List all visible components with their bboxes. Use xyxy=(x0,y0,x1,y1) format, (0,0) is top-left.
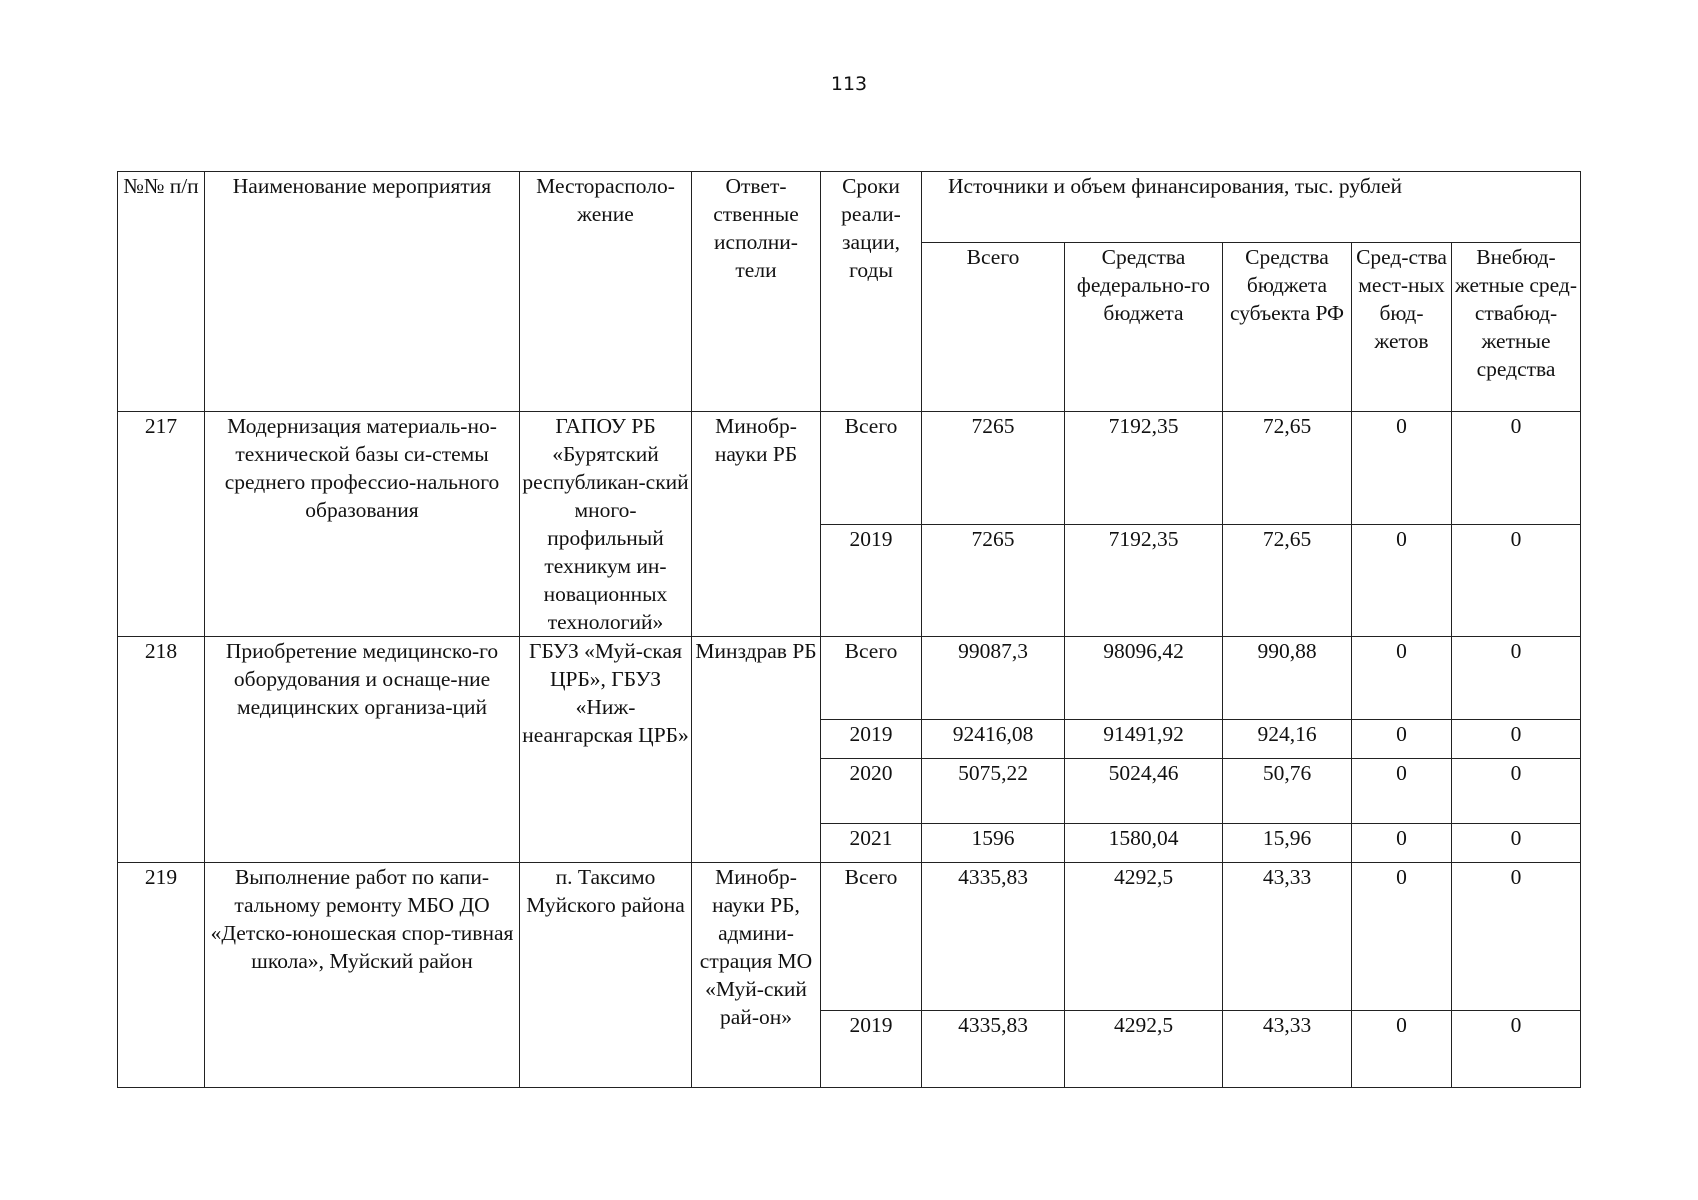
row-federal: 7192,35 xyxy=(1065,412,1223,525)
row-period: Всего xyxy=(821,863,922,1011)
row-total: 4335,83 xyxy=(922,863,1065,1011)
table-header-row xyxy=(118,172,1581,243)
header-federal: Средства федерально-го бюджета xyxy=(1065,243,1223,412)
row-period: Всего xyxy=(821,637,922,720)
row-federal: 91491,92 xyxy=(1065,720,1223,759)
row-local: 0 xyxy=(1352,863,1452,1011)
row-responsible: Минобр-науки РБ xyxy=(692,412,821,637)
row-name: Приобретение медицинско-го оборудования и оснаще-ние медицинских организа-ций xyxy=(205,637,520,863)
row-location: ГБУЗ «Муй-ская ЦРБ», ГБУЗ «Ниж-неангарская ЦРБ» xyxy=(520,637,692,863)
header-financing: Источники и объем финансирования, тыс. рублей xyxy=(922,172,1581,243)
row-extra: 0 xyxy=(1452,759,1581,824)
row-federal: 1580,04 xyxy=(1065,824,1223,863)
row-extra: 0 xyxy=(1452,1011,1581,1088)
row-total: 92416,08 xyxy=(922,720,1065,759)
row-total: 4335,83 xyxy=(922,1011,1065,1088)
row-federal: 7192,35 xyxy=(1065,525,1223,637)
header-period: Сроки реали-зации, годы xyxy=(821,172,922,412)
row-responsible: Минздрав РБ xyxy=(692,637,821,863)
row-location: п. Таксимо Муйского района xyxy=(520,863,692,1088)
row-local: 0 xyxy=(1352,412,1452,525)
row-local: 0 xyxy=(1352,637,1452,720)
header-location: Месторасполо-жение xyxy=(520,172,692,412)
row-subject: 15,96 xyxy=(1223,824,1352,863)
row-federal: 98096,42 xyxy=(1065,637,1223,720)
row-num: 219 xyxy=(118,863,205,1088)
row-period: 2019 xyxy=(821,525,922,637)
row-name: Выполнение работ по капи-тальному ремонту МБО ДО «Детско-юношеская спор-тивная школа», Муйский район xyxy=(205,863,520,1088)
row-extra: 0 xyxy=(1452,824,1581,863)
row-local: 0 xyxy=(1352,1011,1452,1088)
row-local: 0 xyxy=(1352,720,1452,759)
table-row xyxy=(118,637,1581,720)
row-local: 0 xyxy=(1352,824,1452,863)
row-period: 2020 xyxy=(821,759,922,824)
row-total: 1596 xyxy=(922,824,1065,863)
row-period: 2021 xyxy=(821,824,922,863)
header-extra: Внебюд-жетные сред-ствабюд-жетные средства xyxy=(1452,243,1581,412)
row-total: 99087,3 xyxy=(922,637,1065,720)
row-name: Модернизация материаль-но-технической базы си-стемы среднего профессио-нального образования xyxy=(205,412,520,637)
header-local: Сред-ства мест-ных бюд-жетов xyxy=(1352,243,1452,412)
row-subject: 43,33 xyxy=(1223,863,1352,1011)
row-total: 7265 xyxy=(922,525,1065,637)
row-subject: 72,65 xyxy=(1223,525,1352,637)
row-extra: 0 xyxy=(1452,863,1581,1011)
row-federal: 5024,46 xyxy=(1065,759,1223,824)
page-number: 113 xyxy=(830,73,868,95)
financing-table xyxy=(117,171,1581,1088)
row-num: 217 xyxy=(118,412,205,637)
row-subject: 50,76 xyxy=(1223,759,1352,824)
row-local: 0 xyxy=(1352,759,1452,824)
row-subject: 924,16 xyxy=(1223,720,1352,759)
row-extra: 0 xyxy=(1452,720,1581,759)
header-name: Наименование мероприятия xyxy=(205,172,520,412)
row-period: 2019 xyxy=(821,720,922,759)
row-local: 0 xyxy=(1352,525,1452,637)
row-subject: 990,88 xyxy=(1223,637,1352,720)
row-responsible: Минобр-науки РБ, админи-страция МО «Муй-ский рай-он» xyxy=(692,863,821,1088)
row-total: 7265 xyxy=(922,412,1065,525)
table-row xyxy=(118,412,1581,525)
row-extra: 0 xyxy=(1452,525,1581,637)
header-total: Всего xyxy=(922,243,1065,412)
header-subject: Средства бюджета субъекта РФ xyxy=(1223,243,1352,412)
row-location: ГАПОУ РБ «Бурятский республикан-ский много-профильный техникум ин-новационных технологий» xyxy=(520,412,692,637)
row-federal: 4292,5 xyxy=(1065,1011,1223,1088)
row-period: 2019 xyxy=(821,1011,922,1088)
header-responsible: Ответ-ственные исполни-тели xyxy=(692,172,821,412)
row-federal: 4292,5 xyxy=(1065,863,1223,1011)
row-num: 218 xyxy=(118,637,205,863)
row-subject: 72,65 xyxy=(1223,412,1352,525)
header-num: №№ п/п xyxy=(118,172,205,412)
row-extra: 0 xyxy=(1452,412,1581,525)
table-row xyxy=(118,863,1581,1011)
row-period: Всего xyxy=(821,412,922,525)
row-subject: 43,33 xyxy=(1223,1011,1352,1088)
row-extra: 0 xyxy=(1452,637,1581,720)
row-total: 5075,22 xyxy=(922,759,1065,824)
